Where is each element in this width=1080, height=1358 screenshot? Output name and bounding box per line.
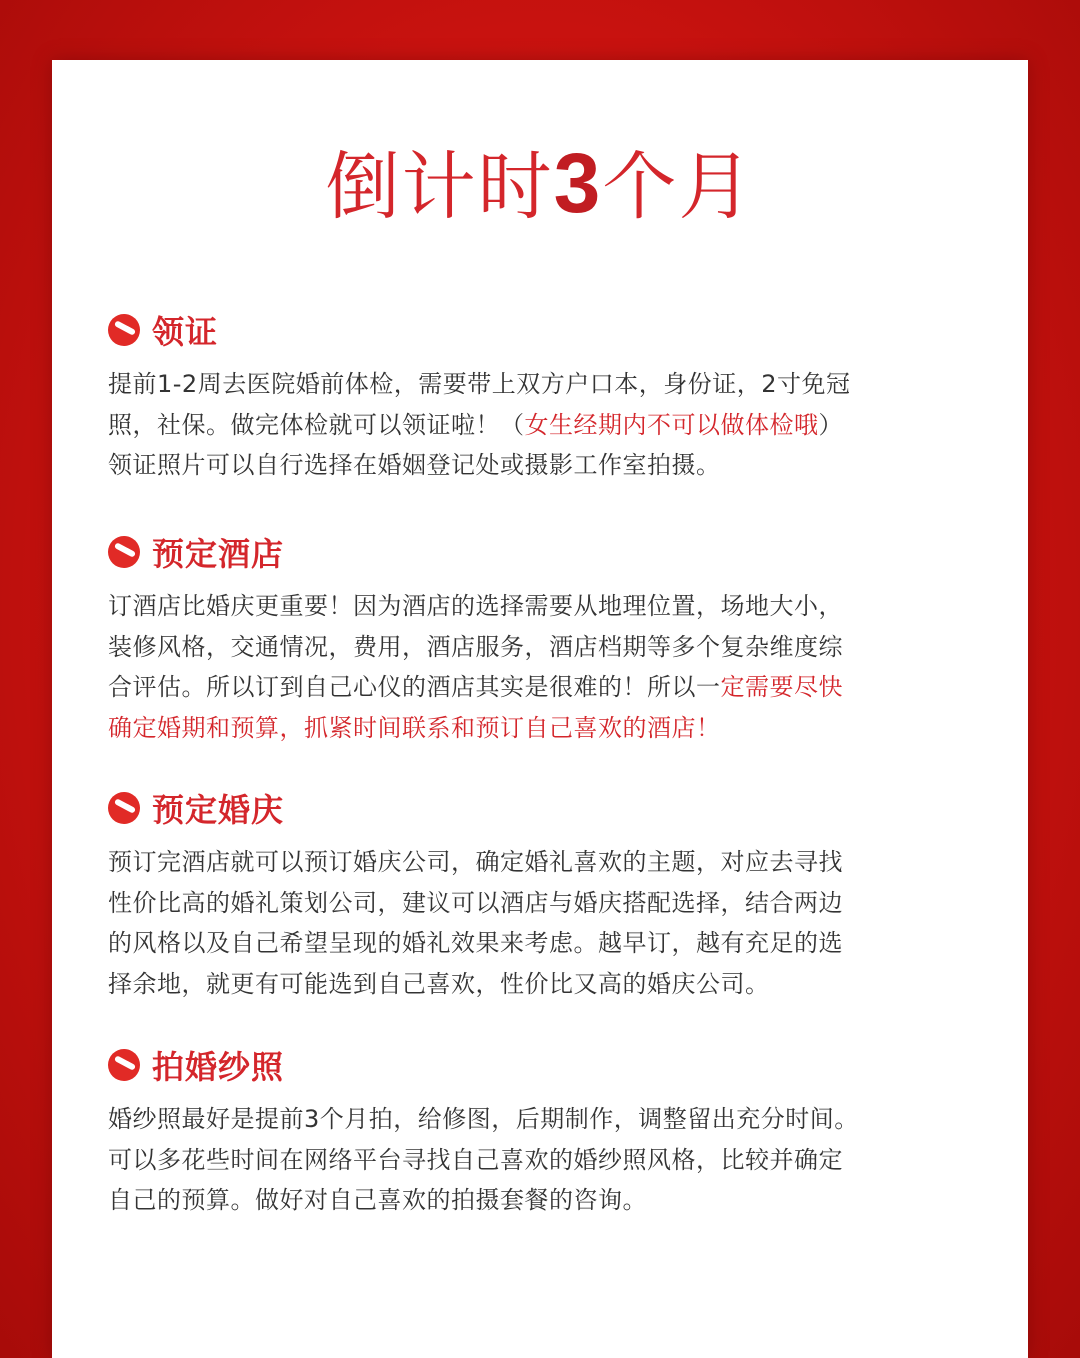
body-text: 照，社保。做完体检就可以领证啦！（ bbox=[108, 410, 525, 439]
section-get-marriage-license bbox=[108, 306, 958, 486]
body-text: 性价比高的婚礼策划公司，建议可以酒店与婚庆搭配选择，结合两边 bbox=[108, 888, 843, 917]
section-heading-text: 预定婚庆 bbox=[152, 791, 285, 829]
body-line bbox=[108, 708, 958, 749]
section-body bbox=[108, 1099, 958, 1221]
body-line bbox=[108, 923, 958, 964]
body-line bbox=[108, 1099, 958, 1140]
body-text: 领证照片可以自行选择在婚姻登记处或摄影工作室拍摄。 bbox=[108, 451, 721, 479]
body-line bbox=[108, 405, 958, 446]
body-line bbox=[108, 627, 958, 668]
body-text: 预订完酒店就可以预订婚庆公司，确定婚礼喜欢的主题，对应去寻找 bbox=[108, 848, 843, 876]
body-text: 合评估。所以订到自己心仪的酒店其实是很难的！所以一 bbox=[108, 673, 721, 701]
section-body bbox=[108, 364, 958, 486]
red-circle-bullet-icon bbox=[108, 536, 140, 568]
body-line bbox=[108, 842, 958, 883]
section-heading-text: 拍婚纱照 bbox=[152, 1048, 285, 1086]
body-text: 提前1-2周去医院婚前体检，需要带上双方户口本，身份证，2寸免冠 bbox=[108, 370, 851, 398]
title-suffix: 个月 bbox=[602, 144, 755, 230]
section-book-hotel bbox=[108, 528, 958, 748]
section-heading bbox=[108, 1041, 958, 1089]
body-text: 装修风格，交通情况，费用，酒店服务，酒店档期等多个复杂维度综 bbox=[108, 632, 843, 661]
section-body bbox=[108, 586, 958, 748]
body-text: 的风格以及自己希望呈现的婚礼效果来考虑。越早订，越有充足的选 bbox=[108, 929, 843, 957]
body-line bbox=[108, 445, 958, 486]
page-title bbox=[0, 138, 1080, 232]
body-text: 择余地，就更有可能选到自己喜欢，性价比又高的婚庆公司。 bbox=[108, 969, 770, 998]
red-circle-bullet-icon bbox=[108, 314, 140, 346]
section-wedding-photos bbox=[108, 1041, 958, 1221]
body-line bbox=[108, 964, 958, 1005]
section-book-wedding-planner bbox=[108, 784, 958, 1004]
section-heading-text: 预定酒店 bbox=[152, 535, 285, 573]
body-text: ） bbox=[818, 410, 843, 439]
title-prefix: 倒计时 bbox=[325, 144, 554, 230]
highlighted-text: 确定婚期和预算，抓紧时间联系和预订自己喜欢的酒店！ bbox=[108, 713, 721, 742]
red-circle-bullet-icon bbox=[108, 1049, 140, 1081]
body-line bbox=[108, 1180, 958, 1221]
body-line bbox=[108, 364, 958, 405]
section-heading bbox=[108, 784, 958, 832]
body-line bbox=[108, 883, 958, 924]
body-text: 婚纱照最好是提前3个月拍，给修图，后期制作，调整留出充分时间。 bbox=[108, 1105, 859, 1133]
section-heading-text: 领证 bbox=[152, 313, 219, 351]
body-line bbox=[108, 667, 958, 708]
section-body bbox=[108, 842, 958, 1004]
red-circle-bullet-icon bbox=[108, 792, 140, 824]
section-heading bbox=[108, 306, 958, 354]
body-text: 自己的预算。做好对自己喜欢的拍摄套餐的咨询。 bbox=[108, 1186, 647, 1214]
body-line bbox=[108, 586, 958, 627]
body-text: 可以多花些时间在网络平台寻找自己喜欢的婚纱照风格，比较并确定 bbox=[108, 1145, 843, 1174]
title-number: 3 bbox=[553, 136, 603, 230]
highlighted-text: 定需要尽快 bbox=[720, 673, 843, 701]
body-line bbox=[108, 1140, 958, 1181]
body-text: 订酒店比婚庆更重要！因为酒店的选择需要从地理位置，场地大小， bbox=[108, 592, 843, 620]
highlighted-text: 女生经期内不可以做体检哦 bbox=[524, 410, 819, 439]
section-heading bbox=[108, 528, 958, 576]
